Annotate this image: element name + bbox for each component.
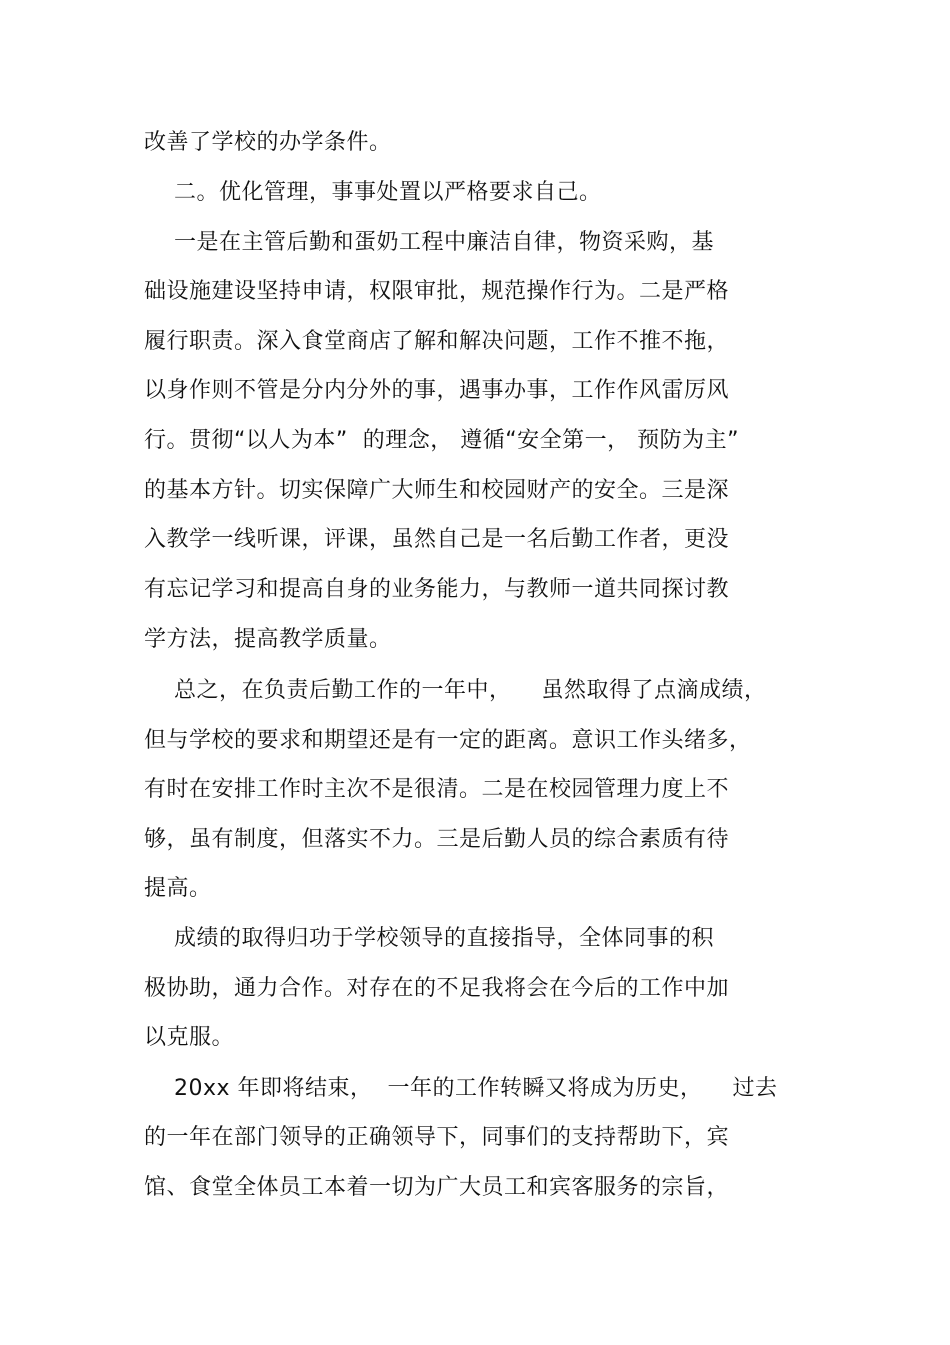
text-line: 提高。 [144,876,212,901]
text-line: 础设施建设坚持申请，权限审批，规范操作行为。二是严格 [144,279,730,304]
text-line: 以克服。 [144,1025,235,1050]
text-line: 行。贯彻“以人为本” 的理念， 遵循“安全第一， 预防为主” [144,428,740,453]
text-line: 改善了学校的办学条件。 [144,130,392,155]
text-line: 馆、食堂全体员工本着一切为广大员工和宾客服务的宗旨， [144,1175,730,1200]
text-line: 有忘记学习和提高自身的业务能力，与教师一道共同探讨教 [144,577,730,602]
text-line: 极协助，通力合作。对存在的不足我将会在今后的工作中加 [144,976,730,1001]
text-line: 以身作则不管是分内分外的事，遇事办事，工作作风雷厉风 [144,378,730,403]
text-line: 20xx 年即将结束， 一年的工作转瞬又将成为历史， 过去 [144,1076,778,1101]
text-line: 学方法，提高教学质量。 [144,627,392,652]
text-line: 成绩的取得归功于学校领导的直接指导，全体同事的积 [144,926,714,951]
text-line: 但与学校的要求和期望还是有一定的距离。意识工作头绪多， [144,728,752,753]
text-line: 入教学一线听课，评课，虽然自己是一名后勤工作者，更没 [144,527,730,552]
text-line: 一是在主管后勤和蛋奶工程中廉洁自律，物资采购，基 [144,230,714,255]
text-line: 的一年在部门领导的正确领导下，同事们的支持帮助下，宾 [144,1125,730,1150]
text-line: 够，虽有制度，但落实不力。三是后勤人员的综合素质有待 [144,827,730,852]
text-line: 的基本方针。切实保障广大师生和校园财产的安全。三是深 [144,478,730,503]
text-line: 有时在安排工作时主次不是很清。二是在校园管理力度上不 [144,777,730,802]
text-line: 履行职责。深入食堂商店了解和解决问题，工作不推不拖， [144,329,730,354]
text-line: 二。优化管理，事事处置以严格要求自己。 [144,180,602,205]
text-line: 总之，在负责后勤工作的一年中， 虽然取得了点滴成绩， [144,678,767,703]
